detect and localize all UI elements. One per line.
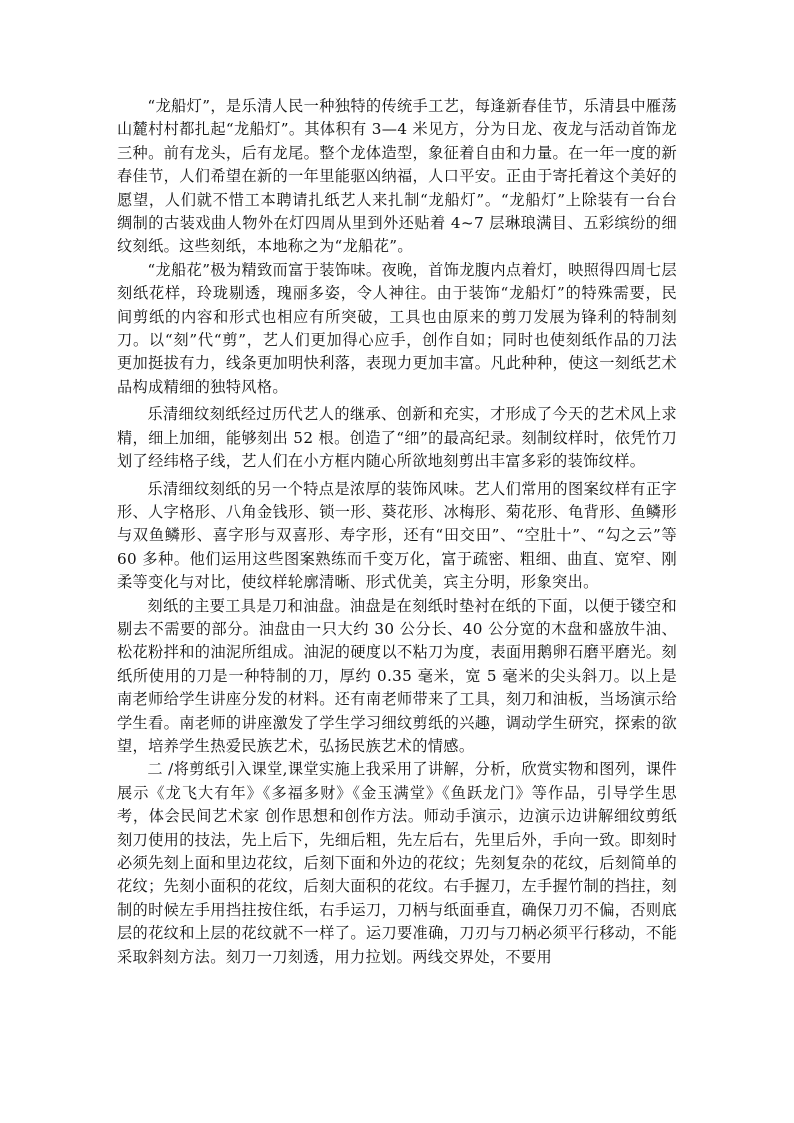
document-body: [117, 95, 677, 969]
paragraph-classroom: 二 /将剪纸引入课堂,课堂实施上我采用了讲解，分析，欣赏实物和图列，课件展示《龙飞大有年》《多福多财》《金玉满堂》《鱼跃龙门》等作品，引导学生思考，体会民间艺术家 创作思想和创作方法。师动手演示，边演示边讲解细纹剪纸刻刀使用的技法，先上后下，先细后粗，先左后右，先里后外，手向一致。即刻时必须先刻上面和里边花纹，后刻下面和外边的花纹；先刻复杂的花纹，后刻简单的花纹；先刻小面积的花纹，后刻大面积的花纹。右手握刀，左手握竹制的挡拄，刻制的时候左手用挡拄按住纸，右手运刀，刀柄与纸面垂直，确保刀刃不偏，否则底层的花纹和上层的花纹就不一样了。运刀要准确，刀刃与刀柄必须平行移动，不能采取斜刻方法。刻刀一刀刻透，用力拉划。两线交界处，不要用: [117, 760, 677, 966]
paragraph-fine-cutting: 乐清细纹刻纸经过历代艺人的继承、创新和充实，才形成了今天的艺术风上求精，细上加细，能够刻出 52 根。创造了“细”的最高纪录。刻制纹样时，依凭竹刀划了经纬格子线，艺人们在小方框内随心所欲地刻剪出丰富多彩的装饰纹样。: [117, 405, 677, 471]
paragraph-longchuanhua: “龙船花”极为精致而富于装饰味。夜晚，首饰龙腹内点着灯，映照得四周七层刻纸花样，玲珑剔透，瑰丽多姿，令人神往。由于装饰“龙船灯”的特殊需要，民间剪纸的内容和形式也相应有所突破，工具也由原来的剪刀发展为锋利的特制刻刀。以“刻”代“剪”，艺人们更加得心应手，创作自如；同时也使刻纸作品的刀法更加挺拔有力，线条更加明快利落，表现力更加丰富。凡此种种，使这一刻纸艺术品构成精细的独特风格。: [117, 260, 677, 396]
paragraph-longchuandeng-intro: “龙船灯”，是乐清人民一种独特的传统手工艺，每逢新春佳节，乐清县中雁荡山麓村村都扎起“龙船灯”。其体积有 3—4 米见方，分为日龙、夜龙与活动首饰龙三种。前有龙头，后有龙尾。整个龙体造型，象征着自由和力量。在一年一度的新春佳节，人们希望在新的一年里能驱凶纳福，人口平安。正由于寄托着这个美好的愿望，人们就不惜工本聘请扎纸艺人来扎制“龙船灯”。“龙船灯”上除装有一台台绸制的古装戏曲人物外在灯四周从里到外还贴着 4~7 层琳琅满目、五彩缤纷的细纹刻纸。这些刻纸，本地称之为“龙船花”。: [117, 97, 677, 256]
paragraph-decorative-patterns: 乐清细纹刻纸的另一个特点是浓厚的装饰风味。艺人们常用的图案纹样有正字形、人字格形、八角金钱形、锁一形、葵花形、冰梅形、菊花形、龟背形、鱼鳞形与双鱼鳞形、喜字形与双喜形、寿字形，还有“田交田”、“空肚十”、“勾之云”等 60 多种。他们运用这些图案熟练而千变万化，富于疏密、粗细、曲直、宽窄、刚柔等变化与对比，使纹样轮廓清晰、形式优美，宾主分明，形象突出。: [117, 479, 677, 592]
paragraph-tools: 刻纸的主要工具是刀和油盘。油盘是在刻纸时垫衬在纸的下面，以便于镂空和剔去不需要的部分。油盘由一只大约 30 公分长、40 公分宽的木盘和盛放牛油、松花粉拌和的油泥所组成。油泥的硬度以不粘刀为度，表面用鹅卵石磨平磨光。刻纸所使用的刀是一种特制的刀，厚约 0.35 毫米，宽 5 毫米的尖头斜刀。以上是南老师给学生讲座分发的材料。还有南老师带来了工具，刻刀和油板，当场演示给学生看。南老师的讲座激发了学生学习细纹剪纸的兴趣，调动学生研究，探索的欲望，培养学生热爱民族艺术，弘扬民族艺术的情感。: [117, 596, 677, 755]
